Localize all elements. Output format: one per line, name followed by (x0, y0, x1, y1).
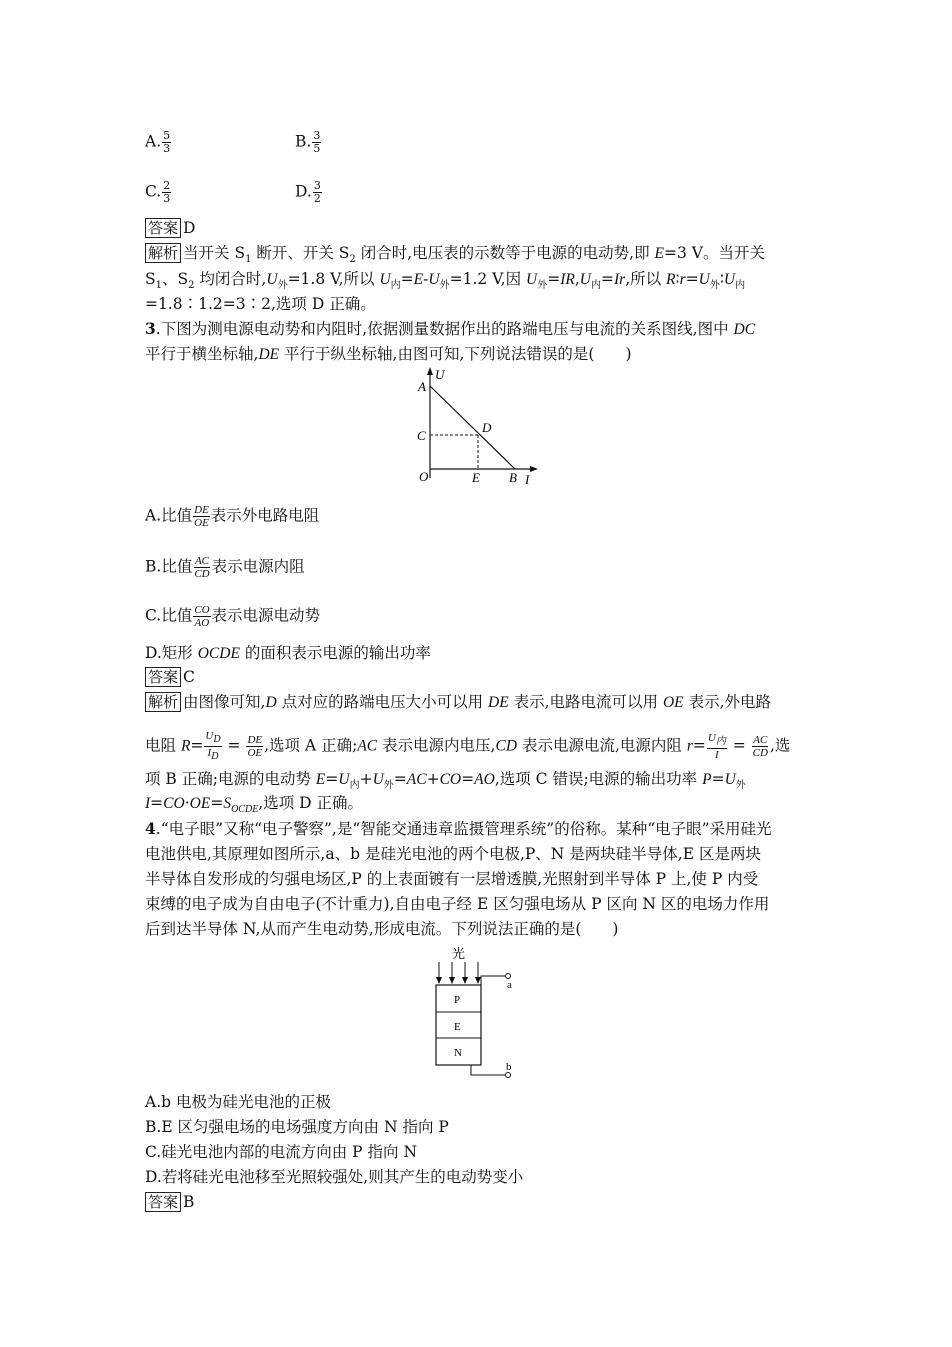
text: 当开关 S (183, 244, 246, 262)
q2-analysis-line-1 (145, 242, 765, 271)
text: = (711, 770, 725, 788)
variable: DC (733, 321, 756, 338)
variable: P (702, 771, 712, 788)
subscript: 外 (537, 280, 548, 292)
text: 的面积表示电源的输出功率 (239, 644, 431, 662)
variable: U (372, 771, 384, 788)
q4-option-b (145, 1116, 449, 1138)
subscript: 1 (245, 254, 252, 266)
text: 点对应的路端电压大小可以用 (276, 693, 489, 711)
text: B.比值 (145, 557, 193, 576)
text: D.若将硅光电池移至光照较强处,则其产生的电动势变小 (145, 1168, 524, 1186)
denominator: OE (194, 517, 209, 529)
text: =3 V。当开关 (663, 244, 765, 262)
light-arrowheads (436, 977, 481, 984)
text: 电池供电,其原理如图所示,a、b 是硅光电池的两个电极,P、N 是两块硅半导体,E 区是两块 (145, 845, 761, 863)
text: = (190, 736, 204, 755)
variable: DE (488, 694, 509, 711)
numerator: AC (194, 555, 209, 567)
q4-stem-line-4 (145, 893, 769, 915)
subscript: 外 (439, 280, 450, 292)
text: 表示,外电路 (683, 693, 772, 711)
text: = (727, 736, 751, 755)
text: , (574, 270, 580, 288)
answer-tag: 答案 (145, 1192, 181, 1212)
fraction (162, 130, 171, 155)
text: = (150, 794, 164, 812)
numerator (707, 732, 727, 749)
numerator: 5 (163, 129, 171, 142)
option-c (145, 180, 172, 205)
variable: U (526, 271, 538, 288)
subscript: 内 (735, 280, 746, 292)
fraction (752, 734, 769, 759)
subscript: OCDE (231, 804, 259, 816)
text: 均闭合时, (194, 270, 267, 288)
text: 表示外电路电阻 (210, 506, 320, 525)
variable: U (338, 771, 350, 788)
q4-answer (145, 1191, 194, 1213)
label-n: N (454, 1047, 462, 1059)
subscript: 2 (349, 254, 356, 266)
variable: CO (439, 771, 462, 788)
variable: OCDE (197, 645, 240, 662)
option-d (295, 180, 323, 205)
variable: R (180, 737, 191, 755)
option-b (295, 130, 322, 155)
q3-answer (145, 666, 195, 688)
text: 表示电源内电压, (377, 736, 496, 755)
option-a (145, 130, 172, 155)
text: ,选项 C 错误;电源的输出功率 (494, 770, 703, 788)
text: 表示电源电流,电源内阻 (517, 736, 687, 755)
fraction (193, 555, 210, 580)
variable: DE (258, 346, 280, 363)
q3-analysis-line-2 (145, 730, 790, 763)
subscript: 外 (277, 280, 288, 292)
fraction (193, 504, 210, 529)
q3-analysis-line-1 (145, 691, 771, 714)
subscript: 内 (590, 280, 601, 292)
text: 后到达半导体 N,从而产生电动势,形成电流。下列说法正确的是( ) (145, 920, 619, 938)
denominator: CD (194, 568, 210, 580)
text: = (222, 736, 246, 755)
label-e-region: E (454, 1021, 461, 1033)
subscript: 内 (349, 780, 360, 792)
subscript: 外 (383, 780, 394, 792)
label-i: I (525, 472, 530, 487)
q3-analysis-line-4 (145, 792, 363, 821)
variable: U (205, 730, 214, 742)
label-terminal-b: b (506, 1061, 512, 1073)
denominator: I (715, 749, 719, 762)
numerator: 2 (163, 179, 171, 192)
text: = (325, 770, 339, 788)
text: 电阻 (145, 736, 181, 755)
denominator: AO (194, 617, 210, 629)
text: .下图为测电源电动势和内阻时,依据测量数据作出的路端电压与电流的关系图线,图中 (155, 320, 734, 338)
fraction (313, 180, 322, 205)
text: S (145, 270, 156, 288)
label-a: A (418, 379, 426, 394)
q3-stem-line-1 (145, 318, 755, 341)
variable: U (379, 271, 391, 288)
variable: Ir (613, 271, 626, 288)
fraction (312, 130, 321, 155)
text: 表示,电路电流可以用 (508, 693, 663, 711)
numerator: DE (194, 504, 209, 516)
numerator: 3 (313, 179, 321, 192)
answer-value: C (183, 668, 195, 686)
light-arrows (439, 962, 478, 980)
variable: S (223, 795, 232, 812)
q3-option-b (145, 555, 305, 580)
q3-option-d (145, 642, 431, 665)
ui-graph (405, 365, 545, 490)
subscript: D (213, 734, 221, 746)
variable: E (413, 271, 424, 288)
variable: U (266, 271, 278, 288)
text: 表示电源内阻 (211, 557, 305, 576)
text: = (600, 270, 614, 288)
text: - (423, 270, 429, 288)
text: ,选项 A 正确; (264, 736, 358, 755)
variable: r (679, 271, 686, 288)
variable: AO (474, 771, 495, 788)
label-terminal-a: a (507, 979, 512, 991)
text: ,选项 D 正确。 (258, 794, 364, 812)
q4-stem-line-1 (145, 818, 772, 840)
terminal-a (506, 974, 511, 979)
text: ∶ (675, 270, 680, 288)
label-d: D (482, 420, 492, 435)
fraction (707, 732, 727, 761)
variable: U (428, 271, 440, 288)
variable: r (686, 737, 693, 755)
subscript: 外 (709, 280, 720, 292)
q3-stem-line-2 (145, 343, 632, 366)
question-number: 4 (145, 819, 156, 838)
analysis-tag: 解析 (145, 692, 181, 712)
q4-stem-line-2 (145, 843, 761, 865)
fraction (193, 604, 210, 629)
text: D.矩形 (145, 644, 198, 662)
q3-option-a (145, 504, 319, 529)
variable: CD (495, 737, 518, 755)
variable: CO (163, 795, 185, 812)
variable: R (666, 271, 676, 288)
variable: OE (189, 795, 211, 812)
text: = (393, 770, 407, 788)
label-u: U (435, 367, 445, 382)
text: 由图像可知, (183, 693, 266, 711)
text: A.比值 (145, 506, 193, 525)
text: ,所以 (625, 270, 667, 288)
variable: I (145, 795, 151, 812)
numerator (204, 730, 221, 747)
text: A.b 电极为硅光电池的正极 (145, 1093, 331, 1111)
variable: U (579, 271, 591, 288)
variable: E (654, 245, 664, 262)
q2-analysis-line-3 (145, 293, 376, 315)
variable: U (707, 732, 716, 745)
q4-stem-line-3 (145, 868, 758, 890)
fraction (246, 734, 263, 759)
variable: E (315, 771, 326, 788)
text: = (400, 270, 414, 288)
text: ,选 (769, 736, 791, 755)
fraction (162, 180, 171, 205)
option-letter: B. (295, 132, 312, 151)
q4-option-c (145, 1141, 417, 1163)
text: 平行于纵坐标轴,由图可知,下列说法错误的是( ) (279, 345, 632, 363)
text: 、S (162, 270, 189, 288)
text: = (692, 736, 706, 755)
denominator: 3 (163, 192, 171, 205)
text: 项 B 正确;电源的电动势 (145, 770, 316, 788)
denominator: CD (752, 747, 768, 760)
text: 平行于横坐标轴, (145, 345, 259, 363)
text: 表示电源电动势 (211, 606, 321, 625)
option-letter: A. (145, 132, 162, 151)
variable: U (723, 271, 736, 288)
text: C.比值 (145, 606, 193, 625)
subscript: 2 (188, 280, 195, 292)
variable: I (207, 747, 212, 760)
label-o: O (419, 469, 429, 484)
answer-value: D (183, 219, 196, 237)
variable: U (698, 271, 710, 288)
denominator: OE (247, 747, 263, 760)
subscript: 1 (155, 280, 162, 292)
text: 束缚的电子成为自由电子(不计重力),自由电子经 E 区匀强电场从 P 区向 N 区的电场力作用 (145, 895, 770, 913)
text: 断开、开关 S (251, 244, 350, 262)
x-axis-arrow (530, 466, 538, 472)
label-light: 光 (452, 946, 466, 961)
option-letter: C. (145, 182, 162, 201)
text: = (547, 270, 561, 288)
analysis-tag: 解析 (145, 243, 181, 263)
denominator (207, 747, 220, 763)
q2-answer (145, 217, 195, 239)
text: =1.8 V,所以 (287, 270, 380, 288)
variable: AC (357, 737, 378, 755)
variable: D (265, 694, 277, 711)
text: B.E 区匀强电场的电场强度方向由 N 指向 P (145, 1118, 449, 1136)
variable: IR (560, 271, 575, 288)
text: + (359, 770, 373, 788)
q3-option-c (145, 604, 320, 629)
solar-cell-diagram (425, 942, 530, 1082)
text: 闭合时,电压表的示数等于电源的电动势,即 (355, 244, 655, 262)
text: ∶ (719, 270, 724, 288)
subscript: D (211, 751, 219, 763)
text: = (685, 270, 699, 288)
subscript: 内 (715, 736, 726, 748)
answer-value: B (183, 1193, 195, 1211)
question-number: 3 (145, 319, 156, 338)
denominator: 3 (163, 142, 171, 155)
terminal-b (506, 1073, 511, 1078)
numerator: AC (753, 734, 768, 747)
text: C.硅光电池内部的电流方向由 P 指向 N (145, 1143, 418, 1161)
ui-line (430, 386, 515, 469)
denominator: 5 (313, 142, 321, 155)
q4-option-d (145, 1166, 523, 1188)
denominator: 2 (313, 192, 321, 205)
wire-b (471, 1065, 505, 1075)
option-letter: D. (295, 182, 312, 201)
answer-tag: 答案 (145, 218, 181, 238)
text: + (426, 770, 440, 788)
wire-a (481, 976, 505, 985)
text: =1.8∶1.2=3∶2,选项 D 正确。 (145, 295, 376, 313)
text: · (184, 794, 190, 812)
subscript: 外 (735, 780, 746, 792)
numerator: 3 (313, 129, 321, 142)
variable: AC (406, 771, 427, 788)
text: = (210, 794, 224, 812)
y-axis-arrow (427, 367, 433, 375)
answer-tag: 答案 (145, 667, 181, 687)
label-b: B (509, 470, 517, 485)
q4-option-a (145, 1091, 331, 1113)
numerator: DE (247, 734, 263, 747)
text: =1.2 V,因 (449, 270, 526, 288)
fraction (204, 730, 221, 763)
label-p: P (454, 994, 461, 1006)
label-e: E (472, 470, 480, 485)
variable: OE (662, 694, 684, 711)
text: .“电子眼”又称“电子警察”,是“智能交通违章监摄管理系统”的俗称。某种“电子眼”采用硅光 (155, 820, 772, 838)
numerator: CO (194, 604, 210, 616)
q4-stem-line-5 (145, 918, 618, 940)
text: 半导体自发形成的匀强电场区,P 的上表面镀有一层增透膜,光照射到半导体 P 上,使 P 内受 (145, 870, 759, 888)
variable: U (724, 771, 736, 788)
label-c: C (417, 428, 426, 443)
subscript: 内 (390, 280, 401, 292)
text: = (461, 770, 475, 788)
